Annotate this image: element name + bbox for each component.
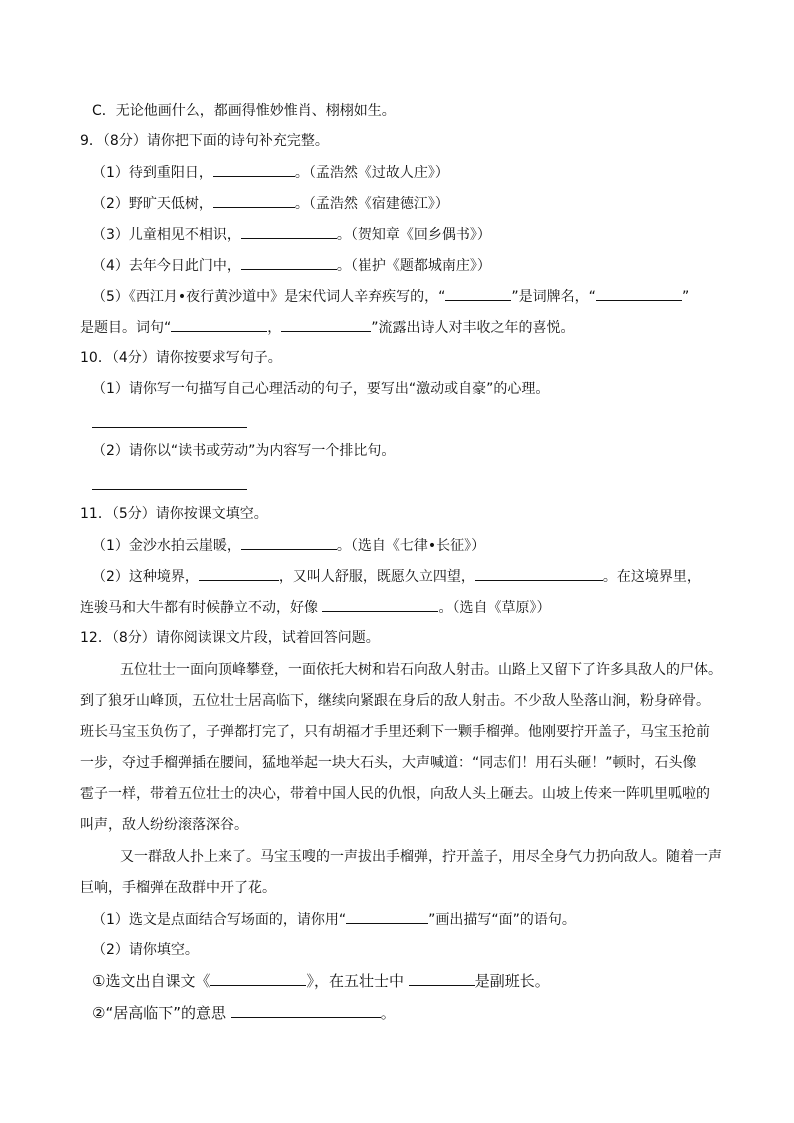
q9-item-2-source: 。（孟浩然《宿建德江》） <box>294 196 449 212</box>
q9-item-3 <box>92 224 491 245</box>
q9-item-1 <box>92 162 449 183</box>
q12-heading: 12．（8分）请你阅读课文片段，试着回答问题。 <box>80 630 380 646</box>
q11-item-2-prompt: （2）这种境界， <box>92 569 199 585</box>
q12-sub-2b-number: ② <box>92 1004 106 1022</box>
q12-sub-1 <box>92 909 576 930</box>
q11-item-2-blank-2[interactable] <box>475 566 603 581</box>
q12-sub-2: （2）请你填空。 <box>92 942 199 958</box>
q9-item-4-blank[interactable] <box>241 255 337 270</box>
q9-item-3-prompt: （3）儿童相见不相识， <box>92 227 241 243</box>
q12-passage-line: 五位壮士一面向顶峰攀登，一面依托大树和岩石向敌人射击。山路上又留下了许多具敌人的尸体。 <box>120 662 722 678</box>
q12-sub-2a-blank-1[interactable] <box>210 971 306 986</box>
q9-item-5-close-quote: ” <box>681 289 690 305</box>
q9-item-2-prompt: （2）野旷天低树， <box>92 196 213 212</box>
q12-passage-line: 巨响，手榴弹在敌群中开了花。 <box>80 880 276 896</box>
q11-heading: 11．（5分）请你按课文填空。 <box>80 506 268 522</box>
q11-item-1-source: 。（选自《七律•长征》） <box>336 538 486 554</box>
q12-sub-2a-end: 是副班长。 <box>474 972 550 990</box>
q11-item-1-blank[interactable] <box>241 535 337 550</box>
q12-sub-2b-blank[interactable] <box>231 1003 381 1018</box>
q9-item-5-line-blank-1[interactable] <box>171 317 267 332</box>
q9-item-1-blank[interactable] <box>213 162 295 177</box>
q9-item-1-source: 。（孟浩然《过故人庄》） <box>294 165 449 181</box>
q12-passage-line: 到了狼牙山峰顶，五位壮士居高临下，继续向紧跟在身后的敌人射击。不少敌人坠落山涧，粉身碎骨。 <box>80 693 710 709</box>
q9-item-2-blank[interactable] <box>213 193 295 208</box>
q12-sub-2b-end: 。 <box>380 1004 396 1022</box>
q12-sub-1-underline-sample <box>346 909 428 924</box>
q11-item-2 <box>92 566 701 587</box>
q9-item-4-prompt: （4）去年今日此门中， <box>92 258 241 274</box>
q12-sub-2a-middle: 》，在五壮士中 <box>306 972 409 990</box>
q11-item-2-end: 。在这境界里， <box>602 569 701 585</box>
q9-item-5-ending: ”流露出诗人对丰收之年的喜悦。 <box>371 320 575 336</box>
q12-passage-line: 班长马宝玉负伤了，子弹都打完了，只有胡福才手里还剩下一颗手榴弹。他刚要拧开盖子，马宝玉抢前 <box>80 724 710 740</box>
q9-item-1-prompt: （1）待到重阳日， <box>92 165 213 181</box>
q9-item-5-intro: （5）《西江月•夜行黄沙道中》是宋代词人辛弃疾写的，“ <box>92 289 446 305</box>
q9-item-5-title-blank[interactable] <box>596 286 682 301</box>
q9-item-5-title-label: 是题目。词句“ <box>80 320 172 336</box>
q12-sub-2b <box>92 1003 396 1023</box>
q12-passage-line: 一步，夺过手榴弹插在腰间，猛地举起一块大石头，大声喊道：“同志们！用石头砸！”顿时，石头像 <box>80 755 697 771</box>
q10-item-1: （1）请你写一句描写自己心理活动的句子，要写出“激动或自豪”的心理。 <box>92 381 550 397</box>
q9-item-5 <box>92 286 689 307</box>
q12-passage-line: 叫声，敌人纷纷滚落深谷。 <box>80 817 248 833</box>
q9-item-5-continued <box>80 317 575 338</box>
q9-item-3-source: 。（贺知章《回乡偶书》） <box>336 227 491 243</box>
q10-item-2-answer-line[interactable] <box>92 489 247 490</box>
q10-item-2: （2）请你以“读书或劳动”为内容写一个排比句。 <box>92 443 396 459</box>
q11-item-2-source: 。（选自《草原》） <box>438 600 551 616</box>
q9-item-3-blank[interactable] <box>241 224 337 239</box>
q9-item-4 <box>92 255 491 276</box>
q9-item-4-source: 。（崔护《题都城南庄》） <box>336 258 491 274</box>
q11-item-1 <box>92 535 485 556</box>
q11-item-2-middle: ，又叫人舒服，既愿久立四望， <box>278 569 475 585</box>
q8-option-c: C．无论他画什么，都画得惟妙惟肖、栩栩如生。 <box>92 103 396 119</box>
q9-item-5-cipai-blank[interactable] <box>445 286 511 301</box>
q11-item-2-blank-3[interactable] <box>322 597 438 612</box>
q11-item-2-blank-1[interactable] <box>199 566 279 581</box>
q10-item-1-answer-line[interactable] <box>92 427 247 428</box>
q9-item-5-line-blank-2[interactable] <box>281 317 371 332</box>
q12-sub-2a-blank-2[interactable] <box>409 971 475 986</box>
q12-passage-line: 又一群敌人扑上来了。马宝玉嗖的一声拔出手榴弹，拧开盖子，用尽全身气力扔向敌人。随着一声 <box>120 849 722 865</box>
q12-sub-1-prompt: （1）选文是点面结合写场面的，请你用“ <box>92 912 347 928</box>
q12-sub-1-end: ”画出描写“面”的语句。 <box>428 912 576 928</box>
q12-sub-2a <box>92 971 550 991</box>
q11-item-1-prompt: （1）金沙水拍云崖暖， <box>92 538 241 554</box>
q10-heading: 10．（4分）请你按要求写句子。 <box>80 350 282 366</box>
q9-heading: 9．（8分）请你把下面的诗句补充完整。 <box>80 133 329 149</box>
q11-item-2-continued <box>80 597 550 618</box>
q12-passage-line: 雹子一样，带着五位壮士的决心，带着中国人民的仇恨，向敌人头上砸去。山坡上传来一阵叽里呱啦的 <box>80 786 710 802</box>
q11-item-2-prompt-2: 连骏马和大牛都有时候静立不动，好像 <box>80 600 323 616</box>
q12-sub-2a-prompt: 选文出自课文《 <box>105 972 211 990</box>
q12-sub-2a-number: ① <box>92 972 106 990</box>
q9-item-2 <box>92 193 449 214</box>
q9-item-5-comma: ， <box>267 320 282 336</box>
q12-sub-2b-prompt: “居高临下”的意思 <box>105 1004 231 1022</box>
q9-item-5-cipai-label: ”是词牌名，“ <box>511 289 596 305</box>
